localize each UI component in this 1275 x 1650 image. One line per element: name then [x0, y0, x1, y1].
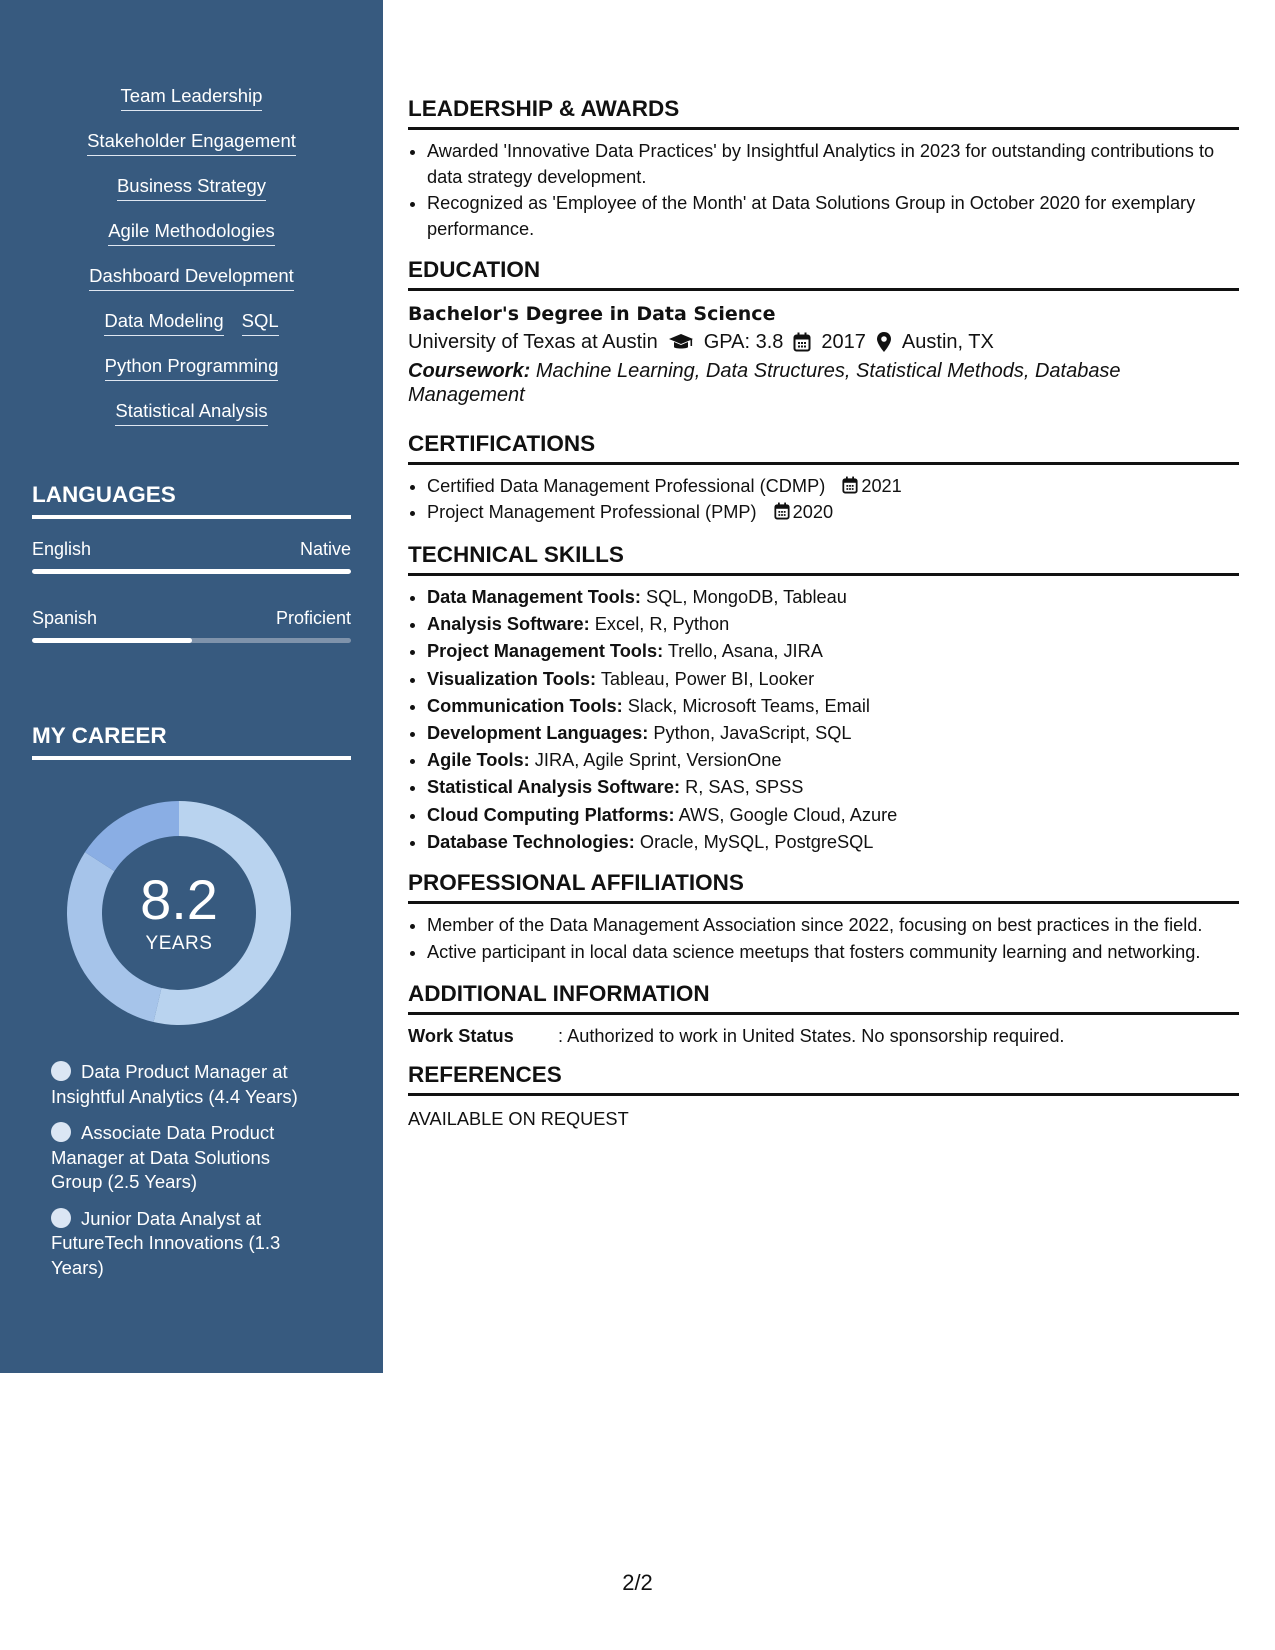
- skill-row: [0, 354, 383, 399]
- certification-item: [427, 499, 1239, 525]
- school-location: Austin, TX: [901, 331, 994, 353]
- school-name: University of Texas at Austin: [408, 331, 658, 353]
- technical-skills-section: [408, 541, 1239, 856]
- career-item: [51, 1121, 321, 1195]
- language-level: Native: [299, 539, 351, 559]
- career-item: [51, 1207, 321, 1281]
- section-title: TECHNICAL SKILLS: [408, 541, 1239, 576]
- section-title: LEADERSHIP & AWARDS: [408, 95, 1239, 130]
- technical-skill-label: Project Management Tools:: [427, 641, 664, 662]
- language-bar-fill: [32, 638, 192, 643]
- list-item: • Awarded 'Innovative Data Practices' by Insightful Analytics in 2023 for outstanding contributions to data strategy development.: [427, 138, 1239, 190]
- technical-skill-value: JIRA, Agile Sprint, VersionOne: [534, 750, 782, 771]
- technical-skill-item: [427, 802, 1239, 829]
- technical-skill-item: [427, 693, 1239, 720]
- technical-skill-label: Cloud Computing Platforms:: [427, 804, 675, 825]
- skill-row: [0, 309, 383, 354]
- gpa: GPA: 3.8: [703, 331, 784, 353]
- list-item: • Member of the Data Management Association since 2022, focusing on best practices in the field.: [427, 912, 1239, 939]
- leadership-section: [408, 95, 1239, 242]
- references-text: AVAILABLE ON REQUEST: [408, 1109, 629, 1129]
- technical-skill-value: Tableau, Power BI, Looker: [600, 668, 815, 689]
- career-heading: MY CAREER: [32, 722, 351, 760]
- skill-tag: Business Strategy: [117, 174, 266, 201]
- technical-skill-item: [427, 611, 1239, 638]
- work-status-value: : Authorized to work in United States. No sponsorship required.: [558, 1026, 1065, 1046]
- certification-name: Certified Data Management Professional (CDMP): [427, 476, 826, 496]
- technical-skills-list: [408, 584, 1239, 856]
- references-section: [408, 1061, 1239, 1132]
- skills-list: [0, 84, 383, 444]
- section-title: REFERENCES: [408, 1061, 1239, 1096]
- skill-row: [0, 264, 383, 309]
- skill-row: [0, 174, 383, 219]
- coursework: [408, 359, 1239, 407]
- skill-tag: Statistical Analysis: [115, 399, 267, 426]
- skill-tag: Python Programming: [105, 354, 279, 381]
- technical-skill-item: [427, 774, 1239, 801]
- sidebar: [0, 0, 383, 1373]
- language-english: [32, 537, 351, 574]
- technical-skill-item: [427, 584, 1239, 611]
- technical-skill-item: [427, 747, 1239, 774]
- page-number: 2/2: [622, 1570, 653, 1595]
- technical-skill-value: Python, JavaScript, SQL: [653, 723, 852, 744]
- calendar-icon: [842, 476, 858, 494]
- skill-tag: Stakeholder Engagement: [87, 129, 296, 156]
- additional-info-section: [408, 980, 1239, 1049]
- technical-skill-value: Trello, Asana, JIRA: [667, 641, 823, 662]
- technical-skill-item: [427, 666, 1239, 693]
- skill-tag: Dashboard Development: [89, 264, 294, 291]
- location-pin-icon: [876, 331, 892, 353]
- technical-skill-item: [427, 829, 1239, 856]
- work-status-label: Work Status: [408, 1026, 514, 1046]
- technical-skill-label: Data Management Tools:: [427, 587, 641, 607]
- certification-year: 2020: [792, 502, 834, 522]
- career-dot-icon: [51, 1122, 71, 1142]
- skill-tag: Agile Methodologies: [108, 219, 275, 246]
- career-item: [51, 1060, 321, 1109]
- technical-skill-label: Visualization Tools:: [427, 668, 597, 689]
- technical-skill-item: [427, 638, 1239, 665]
- certification-name: Project Management Professional (PMP): [427, 502, 757, 522]
- certifications-section: [408, 430, 1239, 525]
- technical-skill-value: AWS, Google Cloud, Azure: [678, 804, 898, 825]
- affiliations-section: [408, 869, 1239, 966]
- career-dot-icon: [51, 1208, 71, 1228]
- section-title: EDUCATION: [408, 256, 1239, 291]
- career-item-text: Data Product Manager at Insightful Analytics (4.4 Years): [51, 1061, 298, 1107]
- coursework-list: Machine Learning, Data Structures, Statistical Methods, Database Management: [408, 360, 1121, 406]
- skill-tag: Team Leadership: [121, 84, 263, 111]
- technical-skill-value: Excel, R, Python: [594, 614, 730, 635]
- technical-skill-value: Slack, Microsoft Teams, Email: [627, 695, 870, 716]
- language-bar: [32, 638, 351, 643]
- calendar-icon: [793, 332, 811, 352]
- work-status-row: [408, 1023, 1239, 1049]
- technical-skill-label: Statistical Analysis Software:: [427, 777, 681, 798]
- skill-row: [0, 399, 383, 444]
- language-spanish: [32, 606, 351, 643]
- technical-skill-value: Oracle, MySQL, PostgreSQL: [639, 831, 874, 852]
- section-title: PROFESSIONAL AFFILIATIONS: [408, 869, 1239, 904]
- technical-skill-value: SQL, MongoDB, Tableau: [645, 587, 847, 607]
- certification-item: [427, 473, 1239, 499]
- career-item-text: Junior Data Analyst at FutureTech Innovations (1.3 Years): [51, 1207, 281, 1278]
- technical-skill-item: [427, 720, 1239, 747]
- degree-title: Bachelor's Degree in Data Science: [408, 303, 776, 325]
- graduation-cap-icon: [668, 332, 694, 352]
- career-total-years: 8.2: [140, 868, 218, 931]
- language-bar: [32, 569, 351, 574]
- skill-row: [0, 219, 383, 264]
- skill-row: [0, 84, 383, 129]
- career-donut-center: [66, 800, 292, 1026]
- technical-skill-label: Analysis Software:: [427, 614, 590, 635]
- skill-tag: Data Modeling: [104, 309, 223, 336]
- language-name: Spanish: [32, 608, 98, 628]
- section-title: ADDITIONAL INFORMATION: [408, 980, 1239, 1015]
- education-section: [408, 256, 1239, 407]
- certification-year: 2021: [861, 476, 902, 496]
- education-details: [408, 327, 1239, 357]
- technical-skill-value: R, SAS, SPSS: [685, 777, 804, 798]
- technical-skill-label: Development Languages:: [427, 723, 649, 744]
- language-level: Proficient: [275, 608, 351, 628]
- list-item: • Recognized as 'Employee of the Month' at Data Solutions Group in October 2020 for exemplary performance.: [427, 190, 1239, 242]
- career-dot-icon: [51, 1061, 71, 1081]
- career-list: [51, 1060, 321, 1292]
- career-total-unit: YEARS: [145, 933, 213, 954]
- skill-row: [0, 129, 383, 174]
- section-title: CERTIFICATIONS: [408, 430, 1239, 465]
- technical-skill-label: Communication Tools:: [427, 695, 623, 716]
- graduation-year: 2017: [821, 331, 866, 353]
- languages-heading: LANGUAGES: [32, 481, 351, 519]
- calendar-icon: [774, 502, 790, 520]
- skill-tag: SQL: [242, 309, 279, 336]
- technical-skill-label: Agile Tools:: [427, 750, 530, 771]
- language-bar-fill: [32, 569, 351, 574]
- career-item-text: Associate Data Product Manager at Data Solutions Group (2.5 Years): [51, 1122, 275, 1192]
- language-name: English: [32, 539, 92, 559]
- technical-skill-label: Database Technologies:: [427, 831, 635, 852]
- coursework-label: Coursework:: [408, 360, 531, 382]
- list-item: • Active participant in local data science meetups that fosters community learning and networking.: [427, 939, 1239, 966]
